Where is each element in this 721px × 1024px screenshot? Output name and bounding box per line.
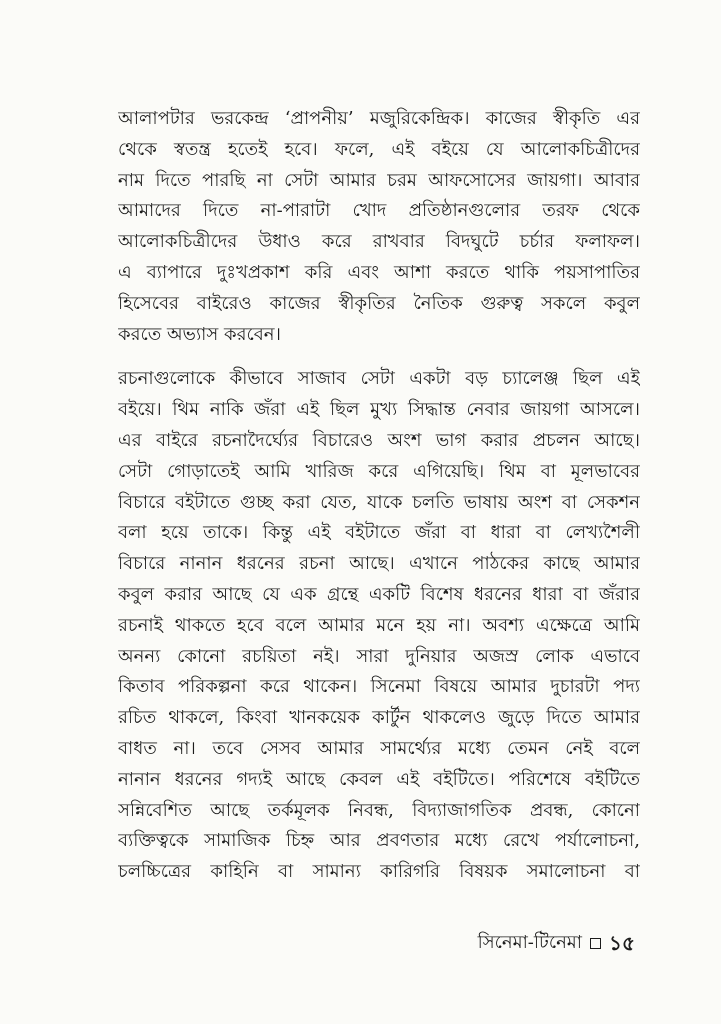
text-line: নানান ধরনের গদ্যই আছে কেবল এই বইটিতে। পরিশেষে বইটিতে [118, 768, 640, 790]
paragraph-1 [118, 104, 640, 350]
text-line: থেকে স্বতন্ত্র হতেই হবে। ফলে, এই বইয়ে যে আলোকচিত্রীদের [118, 138, 640, 160]
text-line: হিসেবের বাইরেও কাজের স্বীকৃতির নৈতিক গুরুত্ব সকলে কবুল [118, 292, 640, 314]
text-line: আলাপটার ভরকেন্দ্র ‘প্রাপনীয়’ মজুরিকেন্দ্রিক। কাজের স্বীকৃতি এর [118, 108, 640, 129]
running-title: সিনেমা-টিনেমা [477, 932, 583, 953]
text-line: এর বাইরে রচনাদৈর্ঘ্যের বিচারেও অংশ ভাগ করার প্রচলন আছে। [118, 429, 640, 451]
paragraph-2 [118, 364, 640, 888]
text-line: নাম দিতে পারছি না সেটা আমার চরম আফসোসের জায়গা। আবার [118, 169, 640, 191]
text-line: রচিত থাকলে, কিংবা খানকয়েক কার্টুন থাকলেও জুড়ে দিতে আমার [118, 707, 640, 729]
text-line: বাধত না। তবে সেসব আমার সামর্থ্যের মধ্যে তেমন নেই বলে [118, 737, 640, 759]
text-line: এ ব্যাপারে দুঃখপ্রকাশ করি এবং আশা করতে থাকি পয়সাপাতির [118, 261, 640, 283]
text-line: বইয়ে। থিম নাকি জঁরা এই ছিল মুখ্য সিদ্ধান্ত নেবার জায়গা আসলে। [118, 399, 640, 421]
text-line: রচনাই থাকতে হবে বলে আমার মনে হয় না। অবশ্য এক্ষেত্রে আমি [118, 614, 640, 636]
page-number: ১৫ [609, 931, 635, 955]
text-line: কবুল করার আছে যে এক গ্রন্থে একটি বিশেষ ধরনের ধারা বা জঁরার [118, 583, 640, 605]
text-line: আলোকচিত্রীদের উধাও করে রাখবার বিদঘুটে চর্চার ফলাফল। [118, 231, 640, 253]
page-body [118, 104, 640, 888]
text-line: করতে অভ্যাস করবেন। [118, 323, 281, 345]
text-line: অনন্য কোনো রচয়িতা নই। সারা দুনিয়ার অজস্র লোক এভাবে [118, 645, 640, 667]
text-line: সেটা গোড়াতেই আমি খারিজ করে এগিয়েছি। থিম বা মূলভাবের [118, 460, 640, 482]
text-line: বিচারে নানান ধরনের রচনা আছে। এখানে পাঠকের কাছে আমার [118, 553, 640, 575]
text-line: সন্নিবেশিত আছে তর্কমূলক নিবন্ধ, বিদ্যাজাগতিক প্রবন্ধ, কোনো [118, 799, 640, 821]
text-line: রচনাগুলোকে কীভাবে সাজাব সেটা একটা বড় চ্যালেঞ্জ ছিল এই [118, 368, 640, 390]
text-line: কিতাব পরিকল্পনা করে থাকেন। সিনেমা বিষয়ে আমার দুচারটা পদ্য [118, 676, 640, 698]
page-footer [478, 930, 635, 956]
text-line: আমাদের দিতে না-পারাটা খোদ প্রতিষ্ঠানগুলোর তরফ থেকে [118, 200, 640, 222]
text-line: বলা হয়ে তাকে। কিন্তু এই বইটাতে জঁরা বা ধারা বা লেখ্যশৈলী [118, 522, 640, 544]
text-line: ব্যক্তিত্বকে সামাজিক চিহ্ন আর প্রবণতার মধ্যে রেখে পর্যালোচনা, [118, 830, 640, 852]
square-separator-icon [590, 938, 601, 949]
text-line: চলচ্চিত্রের কাহিনি বা সামান্য কারিগরি বিষয়ক সমালোচনা বা [118, 861, 640, 883]
text-line: বিচারে বইটাতে গুচ্ছ করা যেত, যাকে চলতি ভাষায় অংশ বা সেকশন [118, 491, 640, 513]
